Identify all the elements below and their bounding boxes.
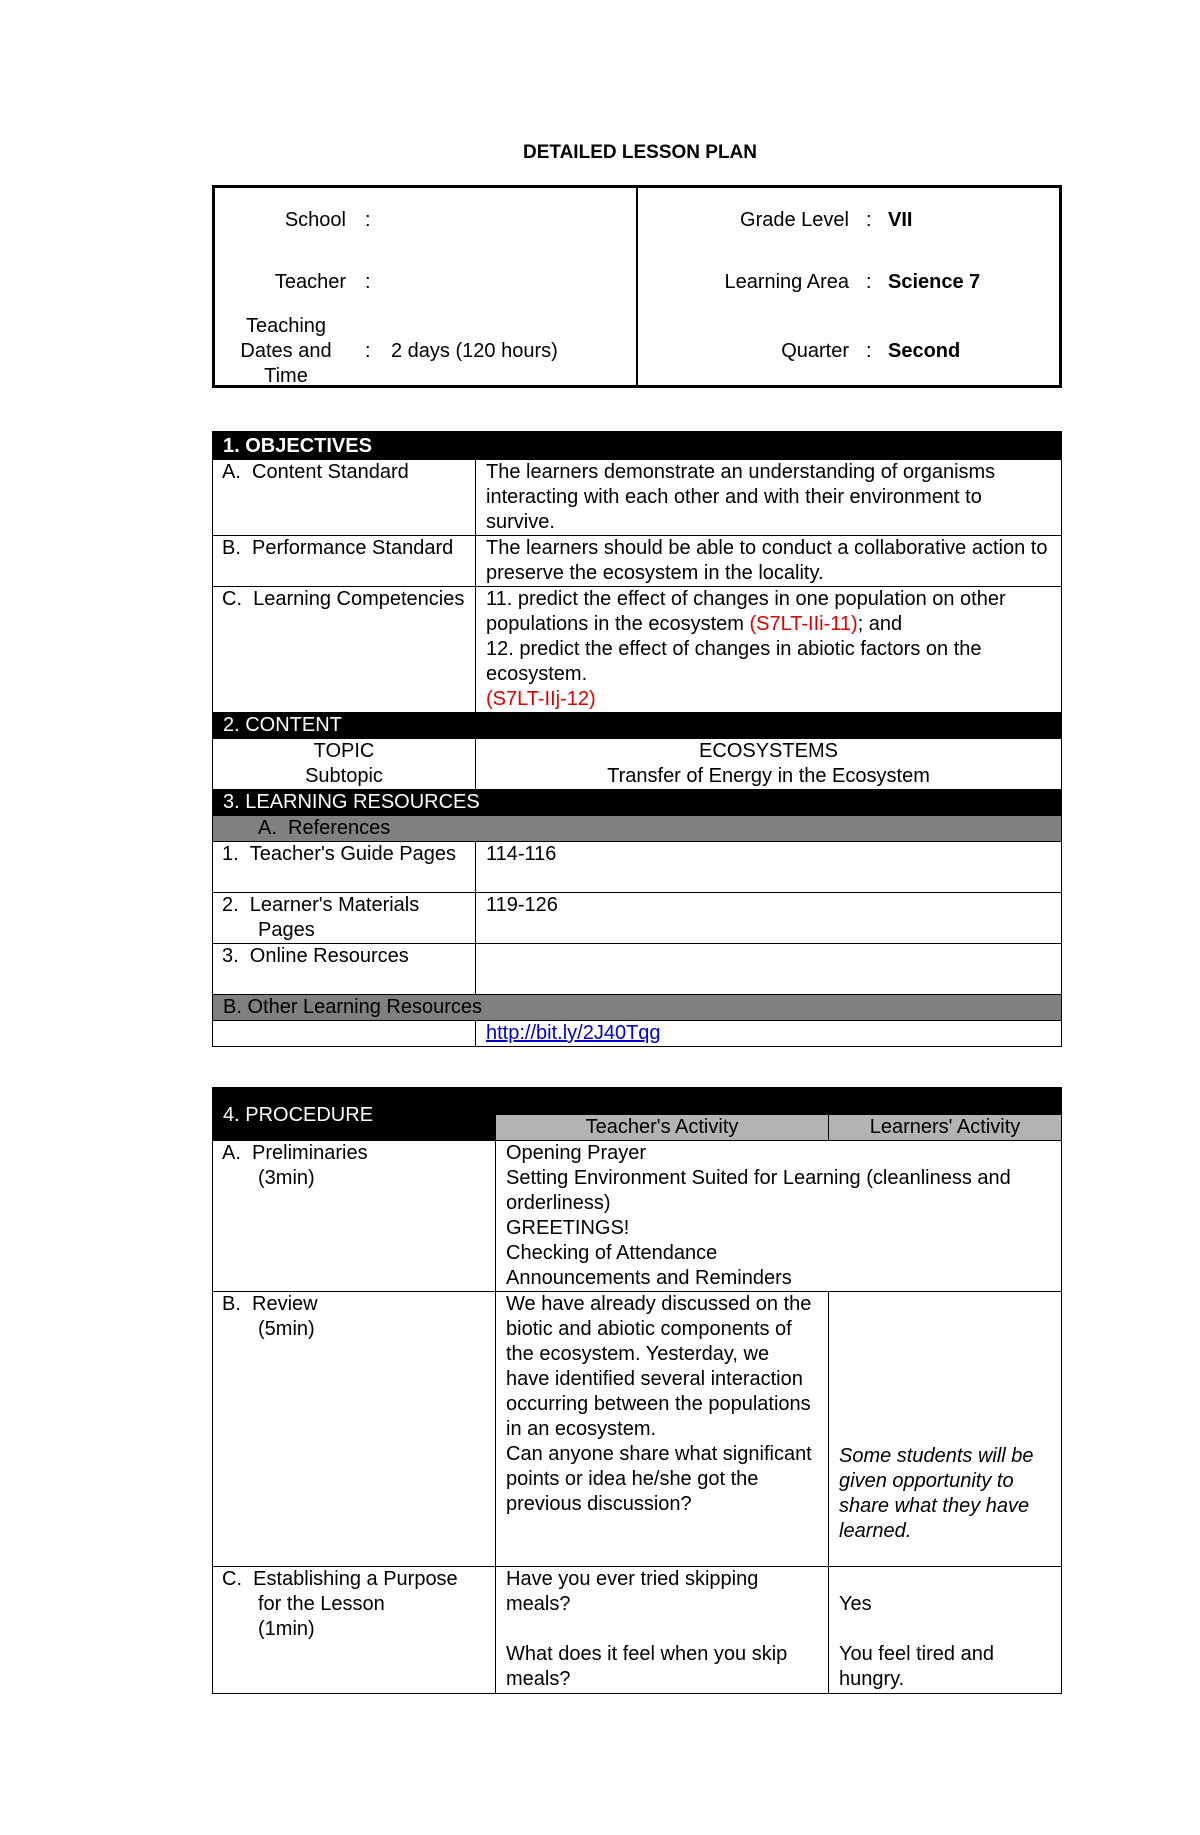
other-resources-heading: B. Other Learning Resources xyxy=(213,995,1062,1021)
other-resources-link-cell xyxy=(476,1021,1062,1047)
references-heading: A. References xyxy=(213,816,1062,842)
teacher-colon: : xyxy=(365,271,371,293)
review-label: B. Review (5min) xyxy=(213,1292,496,1567)
review-learner-activity: Some students will be given opportunity to share what they have learned. xyxy=(829,1292,1062,1567)
quarter-colon: : xyxy=(866,340,872,362)
header-left xyxy=(215,188,636,385)
content-standard-text: The learners demonstrate an understanding of organisms interacting with each other and with their environment to survive. xyxy=(476,460,1062,536)
header-info-box xyxy=(212,185,1062,388)
page-title: DETAILED LESSON PLAN xyxy=(523,142,757,163)
competency-code-12: (S7LT-IIj-12) xyxy=(486,688,596,710)
lm-label: 2. Learner's Materials Pages xyxy=(213,893,476,944)
grade-label: Grade Level xyxy=(740,209,849,231)
procedure-heading-bar xyxy=(496,1089,1062,1115)
resources-heading: 3. LEARNING RESOURCES xyxy=(213,790,1062,816)
purpose-teacher-activity: Have you ever tried skipping meals? What does it feel when you skip meals? xyxy=(496,1567,829,1694)
grade-value: VII xyxy=(888,209,913,231)
competencies-label: C. Learning Competencies xyxy=(213,587,476,713)
preliminaries-label: A. Preliminaries (3min) xyxy=(213,1141,496,1292)
header-right xyxy=(638,188,1059,385)
procedure-heading: 4. PROCEDURE xyxy=(213,1089,496,1141)
preliminaries-activities: Opening Prayer Setting Environment Suited for Learning (cleanliness and orderliness) GREETINGS! Checking of Attendance Announcements and Reminders xyxy=(496,1141,1062,1292)
purpose-label: C. Establishing a Purpose for the Lesson (1min) xyxy=(213,1567,496,1694)
topic-values: ECOSYSTEMS Transfer of Energy in the Ecosystem xyxy=(476,739,1062,790)
performance-standard-label: B. Performance Standard xyxy=(213,536,476,587)
competency-code-11: (S7LT-IIi-11) xyxy=(749,613,858,635)
dates-value: 2 days (120 hours) xyxy=(391,340,558,362)
dates-label: Teaching Dates and Time xyxy=(240,315,332,387)
performance-standard-text: The learners should be able to conduct a collaborative action to preserve the ecosystem in the locality. xyxy=(476,536,1062,587)
teacher-activity-header: Teacher's Activity xyxy=(496,1115,829,1141)
teacher-label: Teacher xyxy=(274,271,346,293)
purpose-learner-activity: Yes You feel tired and hungry. xyxy=(829,1567,1062,1694)
review-teacher-activity: We have already discussed on the biotic and abiotic components of the ecosystem. Yesterday, we have identified several interaction occurring between the populations in an ecosystem. Can anyone share what significant points or idea he/she got the previous discussion? xyxy=(496,1292,829,1567)
topic-labels: TOPIC Subtopic xyxy=(213,739,476,790)
quarter-label: Quarter xyxy=(781,340,849,362)
content-standard-label: A. Content Standard xyxy=(213,460,476,536)
learner-activity-header: Learners' Activity xyxy=(829,1115,1062,1141)
content-heading: 2. CONTENT xyxy=(213,713,1062,739)
objectives-table xyxy=(212,431,1062,1047)
school-colon: : xyxy=(365,209,371,231)
grade-colon: : xyxy=(866,209,872,231)
tg-value: 114-116 xyxy=(476,842,1062,893)
dates-colon: : xyxy=(365,340,371,362)
online-label: 3. Online Resources xyxy=(213,944,476,995)
objectives-heading: 1. OBJECTIVES xyxy=(213,433,1062,460)
area-label: Learning Area xyxy=(724,271,849,293)
quarter-value: Second xyxy=(888,340,961,362)
area-value: Science 7 xyxy=(888,271,981,293)
tg-label: 1. Teacher's Guide Pages xyxy=(213,842,476,893)
other-resources-blank xyxy=(213,1021,476,1047)
online-value xyxy=(476,944,1062,995)
lm-value: 119-126 xyxy=(476,893,1062,944)
area-colon: : xyxy=(866,271,872,293)
competencies-text: 11. predict the effect of changes in one population on other populations in the ecosystem (S7LT-IIi-11); and 12. predict the effect of changes in abiotic factors on the ecosystem. (S7LT-IIj-12) xyxy=(476,587,1062,713)
procedure-table xyxy=(212,1087,1062,1694)
resource-link[interactable]: http://bit.ly/2J40Tqg xyxy=(486,1022,661,1044)
school-label: School xyxy=(284,209,346,231)
